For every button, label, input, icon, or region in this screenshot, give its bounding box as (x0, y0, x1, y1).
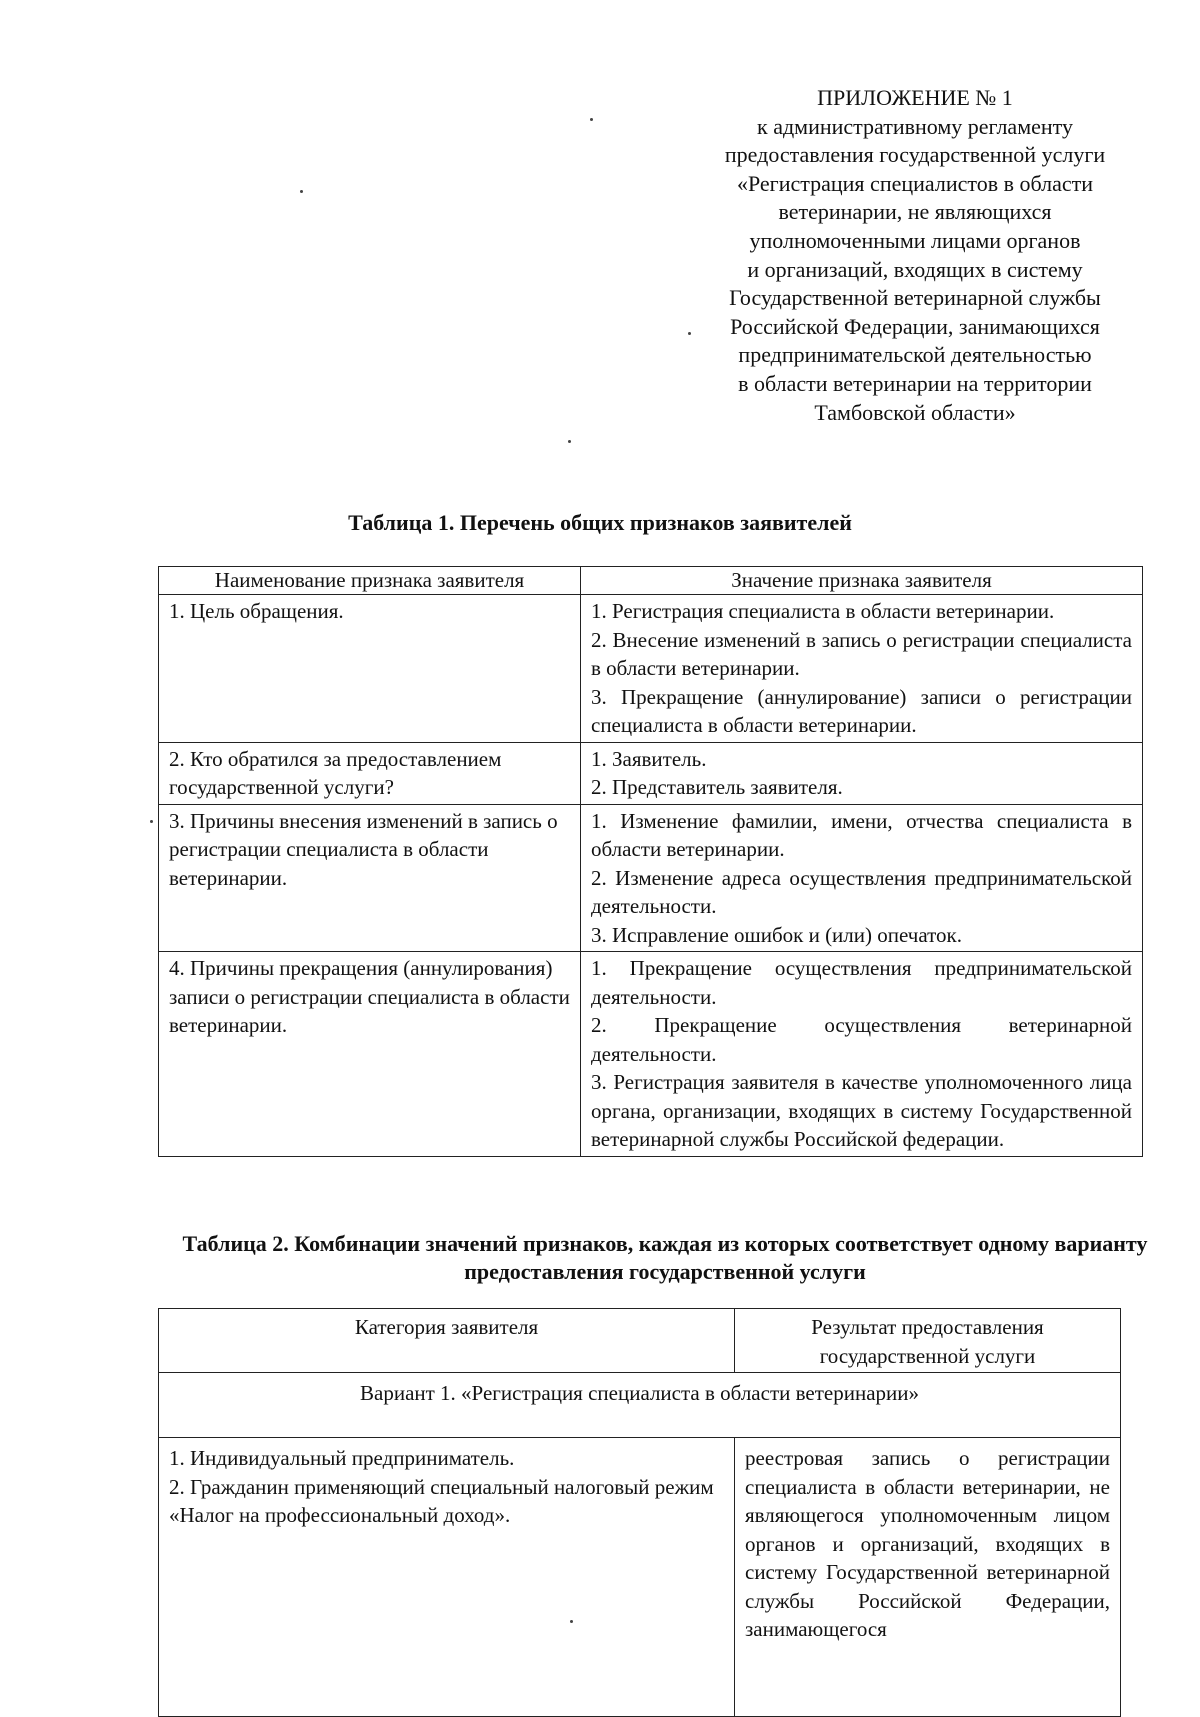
feature-name: 3. Причины внесения изменений в запись о регистрации специалиста в области ветеринарии. (159, 804, 581, 952)
feature-value: 1. Изменение фамилии, имени, отчества специалиста в области ветеринарии. (591, 808, 1132, 861)
scan-speck (570, 1620, 573, 1623)
feature-values (581, 595, 1143, 743)
table-header-row (159, 567, 1143, 595)
table-row (159, 595, 1143, 743)
scan-speck (300, 190, 303, 193)
appendix-line: Российской Федерации, занимающихся (730, 313, 1100, 339)
appendix-line: ПРИЛОЖЕНИЕ № 1 (817, 85, 1013, 110)
appendix-line: «Регистрация специалистов в области (736, 170, 1094, 196)
appendix-line: уполномоченными лицами органов (749, 227, 1081, 253)
category-line: 1. Индивидуальный предприниматель. (169, 1446, 515, 1470)
feature-value: 3. Регистрация заявителя в качестве уполномоченного лица органа, организации, входящих в систему Государственной ветеринарной службы Российской федерации. (591, 1070, 1132, 1151)
appendix-line: Государственной ветеринарной службы (729, 285, 1101, 311)
service-result: реестровая запись о регистрации специалиста в области ветеринарии, не являющегося уполномоченным лицом органов и организаций, входящих в систему Государственной ветеринарной службы Российской Федерации, занимающегося (735, 1438, 1121, 1717)
appendix-line: к административному регламенту (757, 113, 1073, 139)
table1-title: Таблица 1. Перечень общих признаков заявителей (348, 510, 852, 535)
appendix-header (690, 84, 1140, 427)
variant-title: Вариант 1. «Регистрация специалиста в области ветеринарии» (159, 1373, 1121, 1438)
appendix-line: в области ветеринарии на территории (738, 370, 1092, 396)
column-header: Наименование признака заявителя (159, 567, 581, 595)
feature-name: 2. Кто обратился за предоставлением государственной услуги? (159, 742, 581, 804)
appendix-line: предпринимательской деятельностью (738, 342, 1092, 368)
column-header: Значение признака заявителя (581, 567, 1143, 595)
category-line: 2. Гражданин применяющий специальный налоговый режим «Налог на профессиональный доход». (169, 1474, 714, 1527)
table-row (159, 804, 1143, 952)
feature-value: 1. Заявитель. (591, 746, 707, 771)
feature-value: 3. Исправление ошибок и (или) опечаток. (591, 922, 962, 947)
table1 (158, 566, 1143, 1157)
column-header: Категория заявителя (159, 1309, 735, 1373)
scan-speck (688, 332, 691, 335)
table-header-row (159, 1309, 1121, 1373)
feature-name: 4. Причины прекращения (аннулирования) записи о регистрации специалиста в области ветеринарии. (159, 952, 581, 1157)
table-row (159, 1438, 1121, 1717)
appendix-line: и организаций, входящих в систему (747, 256, 1083, 282)
feature-value: 1. Прекращение осуществления предпринимательской деятельности. (591, 956, 1132, 1009)
feature-value: 2. Прекращение осуществления ветеринарной деятельности. (591, 1013, 1132, 1066)
feature-value: 2. Внесение изменений в запись о регистрации специалиста в области ветеринарии. (591, 627, 1132, 680)
appendix-line: ветеринарии, не являющихся (778, 199, 1052, 225)
feature-value: 2. Представитель заявителя. (591, 775, 843, 799)
feature-value: 3. Прекращение (аннулирование) записи о регистрации специалиста в области ветеринарии. (591, 684, 1132, 737)
feature-name: 1. Цель обращения. (159, 595, 581, 743)
feature-values (581, 804, 1143, 952)
scan-speck (590, 118, 593, 121)
appendix-line: предоставления государственной услуги (724, 142, 1106, 168)
feature-values (581, 952, 1143, 1157)
feature-value: 2. Изменение адреса осуществления предпринимательской деятельности. (591, 865, 1132, 918)
column-header: Результат предоставления государственной услуги (735, 1309, 1121, 1373)
feature-value: 1. Регистрация специалиста в области ветеринарии. (591, 599, 1055, 623)
scan-speck (568, 440, 571, 443)
applicant-category (159, 1438, 735, 1717)
feature-values (581, 742, 1143, 804)
scan-speck (150, 820, 153, 823)
table-row (159, 952, 1143, 1157)
table2-title: Таблица 2. Комбинации значений признаков, каждая из которых соответствует одному варианту предоставления государственной услуги (182, 1231, 1148, 1284)
table2 (158, 1308, 1121, 1717)
variant-row (159, 1373, 1121, 1438)
appendix-line: Тамбовской области» (814, 399, 1016, 425)
table-row (159, 742, 1143, 804)
